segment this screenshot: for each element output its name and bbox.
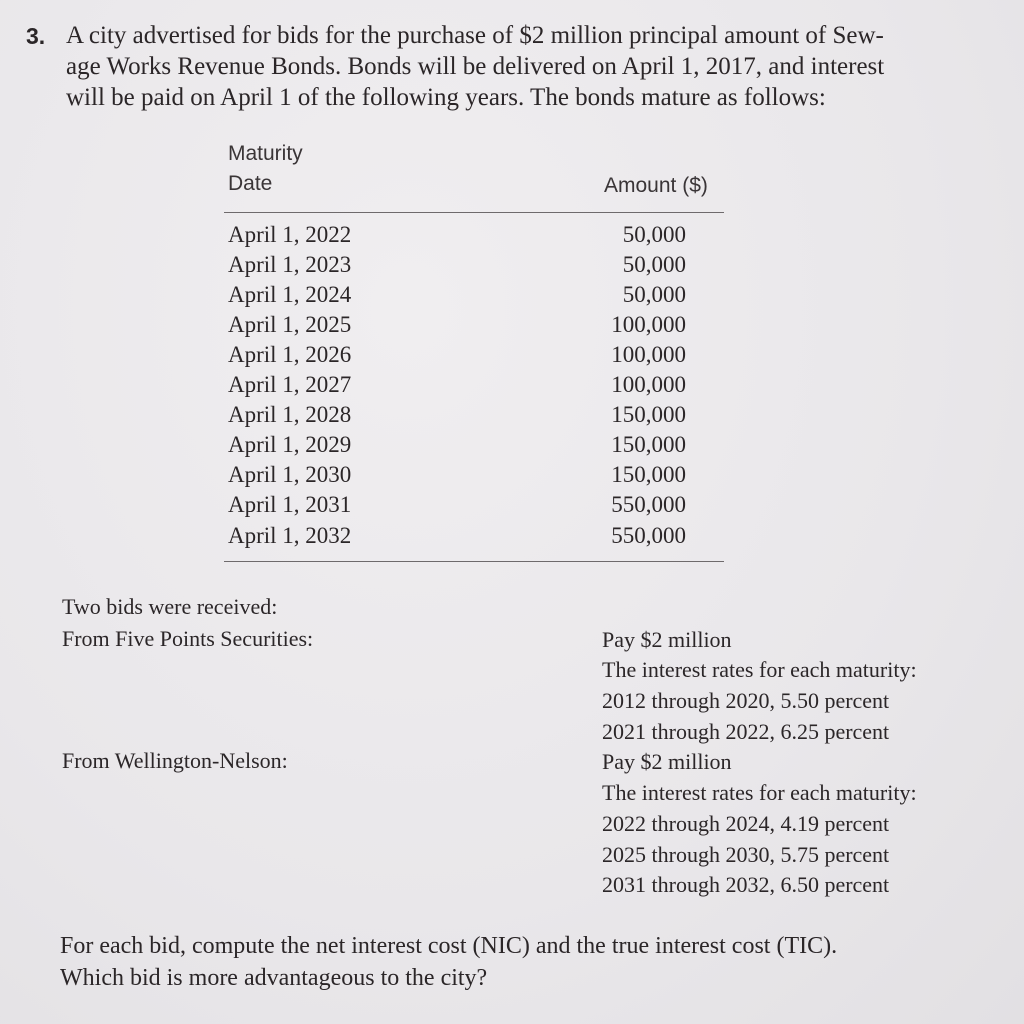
table-bottom-rule xyxy=(224,561,724,562)
maturity-amount: 150,000 xyxy=(611,432,686,457)
problem-line-2: age Works Revenue Bonds. Bonds will be delivered on April 1, 2017, and interest xyxy=(66,53,885,80)
question-line-2: Which bid is more advantageous to the city? xyxy=(60,965,488,991)
bid-five-points-line: The interest rates for each maturity: xyxy=(602,657,917,682)
maturity-amount: 100,000 xyxy=(611,372,686,397)
bid-five-points-line: 2012 through 2020, 5.50 percent xyxy=(602,688,890,713)
bid-wellington-label: From Wellington-Nelson: xyxy=(62,748,288,773)
header-amount: Amount ($) xyxy=(604,174,708,197)
bid-five-points-line: Pay $2 million xyxy=(602,627,732,652)
maturity-date: April 1, 2029 xyxy=(228,432,352,457)
maturity-amount: 50,000 xyxy=(622,252,686,277)
maturity-date: April 1, 2028 xyxy=(228,402,352,427)
maturity-amount: 100,000 xyxy=(611,312,686,337)
maturity-amount: 550,000 xyxy=(611,523,686,548)
maturity-amount: 150,000 xyxy=(611,462,686,487)
header-maturity: Maturity xyxy=(228,142,303,165)
question-line-1: For each bid, compute the net interest cost (NIC) and the true interest cost (TIC). xyxy=(60,933,838,959)
bid-wellington-line: Pay $2 million xyxy=(602,749,732,774)
problem-line-1: A city advertised for bids for the purchase of $2 million principal amount of Sew- xyxy=(66,22,884,49)
bids-intro: Two bids were received: xyxy=(62,594,278,619)
problem-number: 3. xyxy=(26,23,46,49)
bid-wellington-line: 2022 through 2024, 4.19 percent xyxy=(602,811,890,836)
bid-wellington-line: 2031 through 2032, 6.50 percent xyxy=(602,872,890,897)
maturity-date: April 1, 2025 xyxy=(228,312,352,337)
maturity-date: April 1, 2032 xyxy=(228,523,352,548)
maturity-date: April 1, 2024 xyxy=(228,282,352,307)
maturity-amount: 550,000 xyxy=(611,492,686,517)
bid-five-points-line: 2021 through 2022, 6.25 percent xyxy=(602,719,890,744)
bid-wellington-line: 2025 through 2030, 5.75 percent xyxy=(602,842,890,867)
table-top-rule xyxy=(224,212,724,213)
maturity-date: April 1, 2023 xyxy=(228,252,352,277)
bid-wellington-line: The interest rates for each maturity: xyxy=(602,780,917,805)
maturity-date: April 1, 2027 xyxy=(228,372,352,397)
maturity-date: April 1, 2031 xyxy=(228,492,352,517)
maturity-amount: 50,000 xyxy=(622,282,686,307)
header-date: Date xyxy=(228,172,273,195)
maturity-amount: 50,000 xyxy=(622,222,686,247)
maturity-date: April 1, 2026 xyxy=(228,342,352,367)
maturity-date: April 1, 2030 xyxy=(228,462,352,487)
bid-five-points-label: From Five Points Securities: xyxy=(62,626,314,651)
maturity-amount: 150,000 xyxy=(611,402,686,427)
maturity-amount: 100,000 xyxy=(611,342,686,367)
maturity-date: April 1, 2022 xyxy=(228,222,352,247)
problem-line-3: will be paid on April 1 of the following years. The bonds mature as follows: xyxy=(66,84,826,111)
